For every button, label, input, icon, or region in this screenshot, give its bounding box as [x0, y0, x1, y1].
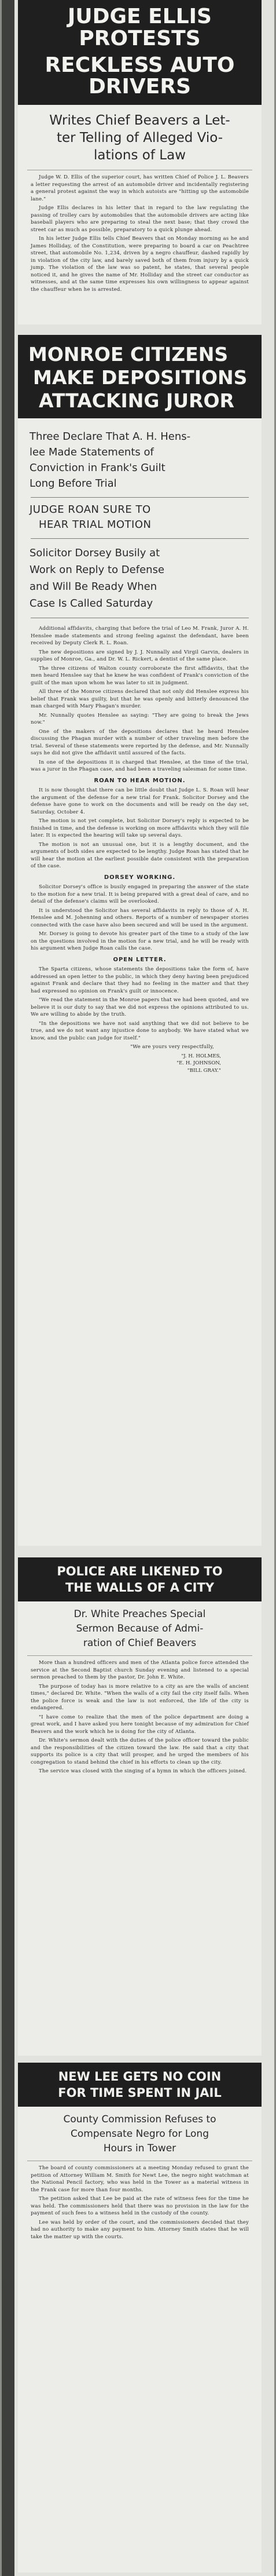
headline-line-2: MAKE DEPOSITIONS [33, 366, 248, 389]
deck-line-1: County Commission Refuses to [63, 2114, 216, 2125]
subhead: OPEN LETTER. [113, 956, 167, 963]
article-body [18, 622, 262, 1051]
deck-line-2: Compensate Negro for Long [71, 2128, 209, 2140]
deck-line-1: Writes Chief Beavers a Let- [49, 113, 230, 129]
signature-line: "E. H. JOHNSON, [176, 1060, 221, 1066]
subdeck-2 [18, 542, 262, 614]
paragraph: Mr. Nunnally quotes Henslee as saying: "They are going to break the Jews now." [31, 712, 249, 725]
article-judge-ellis [18, 0, 262, 324]
deck-line-3: lations of Law [93, 148, 186, 163]
subhead: ROAN TO HEAR MOTION. [94, 777, 186, 784]
subdeck-2-line-4: Case Is Called Saturday [30, 597, 153, 610]
paragraph: Judge W. D. Ellis of the superior court, has written Chief of Police J. L. Beavers a letter requesting the arrest of an automobile driver and incidentally registering a general protest against the way in which autoists are "hitting up the automobile lane." [31, 174, 249, 202]
deck [27, 105, 252, 170]
paragraph: The motion is not an unusual one, but it is a lengthy document, and the arguments of both sides are expected to be lengthy. Judge Roan has stated that he will hear the motion at the earliest possible date consistent with the preparation of the case. [31, 841, 249, 869]
headline-line-2: THE WALLS OF A CITY [65, 1581, 215, 1595]
deck-line-4: Long Before Trial [30, 477, 117, 490]
article-police-walls [18, 1557, 262, 2056]
subdeck-line-2: HEAR TRIAL MOTION [39, 519, 152, 531]
subdeck-2-line-2: Work on Reply to Defense [30, 564, 165, 576]
headline-line-3: ATTACKING JUROR [39, 389, 234, 412]
paragraph: One of the makers of the depositions declares that he heard Henslee discussing the Phagan murder with a number of other traveling men before the trial. Several of these statements were reported by the defense, and Mr. Nunnally says he did not give the affidavit until assured of the facts. [31, 728, 249, 756]
paragraph: The petition asked that Lee be paid at the rate of witness fees for the time he was held. The commissioners held that there was no provision in the law for the payment of such fees to a witness held in the custody of the county. [31, 2196, 249, 2216]
paragraph: More than a hundred officers and men of the Atlanta police force attended the service at the Second Baptist church Sunday evening and listened to a special sermon preached to them by the pastor, Dr. John E. White. [31, 1660, 249, 1680]
deck-line-3: Hours in Tower [103, 2143, 176, 2154]
headline-line-1: MONROE CITIZENS [28, 343, 229, 366]
paragraph: The motion is not yet complete, but Solicitor Dorsey's reply is expected to be finished in time, and the defense is working on more affidavits which they will file later. It is expected the hearing will take up several days. [31, 818, 249, 838]
headline-line-2: FOR TIME SPENT IN JAIL [58, 2086, 222, 2100]
divider [31, 497, 249, 498]
subdeck-2-line-3: and Will Be Ready When [30, 581, 157, 593]
paragraph: In one of the depositions it is charged that Henslee, at the time of the trial, was a juror in the Phagan case, and had been a traveling salesman for some time. [31, 759, 249, 772]
paragraph: "In the depositions we have not said anything that we did not believe to be true, and we do not want any injustice done to anybody. We have stated what we know, and the public can judge for itself." [31, 1020, 249, 1041]
paragraph: The board of county commissioners at a meeting Monday refused to grant the petition of Attorney William M. Smith for Newt Lee, the negro night watchman at the National Pencil factory, who was held in the Tower as a material witness in the Frank case for more than four months. [31, 2165, 249, 2193]
article-newt-lee [18, 2063, 262, 2573]
paragraph: The three citizens of Walton county corroborate the first affidavits, that the men heard Henslee say that he knew he was confident of Frank's conviction of the guilt of the man upon whom he was later to sit in judgment. [31, 665, 249, 686]
headline [18, 2063, 262, 2107]
paragraph: "I have come to realize that the men of the police department are doing a great work, and I have asked you here tonight because of my admiration for Chief Beavers and the work which he is doing for the city of Atlanta. [31, 1714, 249, 1735]
scan-gutter [2, 0, 14, 2576]
paragraph: Dr. White's sermon dealt with the duties of the police officer toward the public and the responsibilities of the citizen toward the law. He said that a city that supports its police is a city that will prosper, and he urged the members of his congregation to stand behind the chief in his efforts to clean up the city. [31, 1738, 249, 1765]
paragraph: Additional affidavits, charging that before the trial of Leo M. Frank, Juror A. H. Henslee made statements and strong feeling against the defendant, have been received by Deputy Clerk R. L. Roan. [31, 626, 249, 646]
paragraph: It is now thought that there can be little doubt that Judge L. S. Roan will hear the argument of the defense for a new trial for Frank. Solicitor Dorsey and the defense have gone to work on the documents and will be ready on the day set, Saturday, October 4. [31, 787, 249, 815]
deck [18, 418, 262, 494]
paragraph: The Sparta citizens, whose statements the depositions take the form of, have addressed an open letter to the public, in which they deny having been prejudiced against Frank and declare that they had no feeling in the matter and that they had expressed no opinion on Frank's guilt or innocence. [31, 966, 249, 994]
headline [18, 335, 262, 418]
paragraph: The new depositions are signed by J. J. Nunnally and Virgil Garvin, dealers in supplies of Monroe, Ga., and Dr. W. L. Rickert, a dentist of the same place. [31, 649, 249, 662]
paragraph: All three of the Monroe citizens declared that not only did Henslee express his belief that Frank was guilty, but that he was openly and bitterly denounced the man charged with Mary Phagan's murder. [31, 689, 249, 709]
headline [18, 0, 262, 105]
paragraph: "We read the statement in the Monroe papers that we had been quoted, and we believe it is our duty to say that we did not express the opinions attributed to us. We are willing to abide by the truth. [31, 997, 249, 1017]
article-body [18, 170, 262, 293]
deck-line-2: ter Telling of Alleged Vio- [56, 130, 223, 146]
article-body [18, 1656, 262, 1775]
deck-line-2: lee Made Statements of [30, 446, 154, 458]
paragraph: Judge Ellis declares in his letter that in regard to the law regulating the passing of trolley cars by automobiles that the automobile drivers are acting like baseball players who are preparing to steal the next base; that they crowd the street car as much as possible, preparatory to a quick plunge ahead. [31, 205, 249, 233]
paragraph: The purpose of today has is more relative to a city as are the walls of ancient times," declared Dr. White. "When the walls of a city fail the city itself falls. When the police force is weak and the law is not enforced, the life of the city is endangered. [31, 1683, 249, 1711]
deck [27, 2107, 252, 2161]
headline-line-1: JUDGE ELLIS PROTESTS [68, 5, 212, 50]
paragraph: Solicitor Dorsey's office is busily engaged in preparing the answer of the state to the motion for a new trial. It is being prepared with a great deal of care, and no detail of the defense's claims will be overlooked. [31, 884, 249, 904]
subdeck [18, 501, 262, 535]
divider [31, 538, 249, 539]
paragraph: Mr. Dorsey is going to devote his greater part of the time to a study of the law on the questions involved in the motion for a new trial, and he will be ready with his argument when Judge Roan calls the case. [31, 931, 249, 951]
signature-block [18, 1053, 262, 1075]
article-monroe-citizens [18, 335, 262, 1546]
signature-line: "BILL GRAY." [187, 1067, 221, 1074]
headline [18, 1557, 262, 1601]
deck-line-1: Dr. White Preaches Special [73, 1608, 206, 1620]
subdeck-2-line-1: Solicitor Dorsey Busily at [30, 547, 160, 559]
deck-line-2: Sermon Because of Admi- [76, 1623, 204, 1634]
headline-line-2: RECKLESS AUTO DRIVERS [45, 53, 235, 99]
subhead: DORSEY WORKING. [104, 874, 176, 881]
deck-line-1: Three Declare That A. H. Hens- [30, 430, 191, 443]
paragraph: "We are yours very respectfully, [130, 1044, 214, 1050]
paragraph: In his letter Judge Ellis tells Chief Beavers that on Monday morning as he and James Holliday, of the Constitution, were preparing to board a car on Peachtree street, that automobile No. 1,234, driven by a negro chauffeur, dashed rapidly by in violation of the city law, and barely saved both of them from injury by a quick jump. The violation of the law was so patent, he states, that several people noticed it, and he gives the name of Mr. Holliday and the street car conductor as witnesses, and at the same time expresses his own willingness to appear against the chauffeur when he is arrested. [31, 236, 249, 293]
deck-line-3: Conviction in Frank's Guilt [30, 462, 165, 474]
subdeck-line-1: JUDGE ROAN SURE TO [30, 503, 151, 516]
deck-line-3: ration of Chief Beavers [83, 1637, 197, 1649]
paragraph: It is understood the Solicitor has several affidavits in reply to those of A. H. Henslee and M. Johenning and others. Reports of a number of newspaper stories connected with the case have also been secured and will be used in the argument. [31, 907, 249, 928]
deck [27, 1601, 252, 1656]
headline-line-1: NEW LEE GETS NO COIN [58, 2070, 222, 2084]
signature-line: "J. H. HOLMES, [181, 1053, 221, 1059]
paragraph: The service was closed with the singing of a hymn in which the officers joined. [39, 1768, 247, 1774]
headline-line-1: POLICE ARE LIKENED TO [57, 1564, 223, 1578]
paragraph: Lee was held by order of the court, and the commissioners decided that they had no authority to make any payment to him. Attorney Smith states that he will take the matter up with the courts. [31, 2219, 249, 2240]
article-body [18, 2161, 262, 2241]
